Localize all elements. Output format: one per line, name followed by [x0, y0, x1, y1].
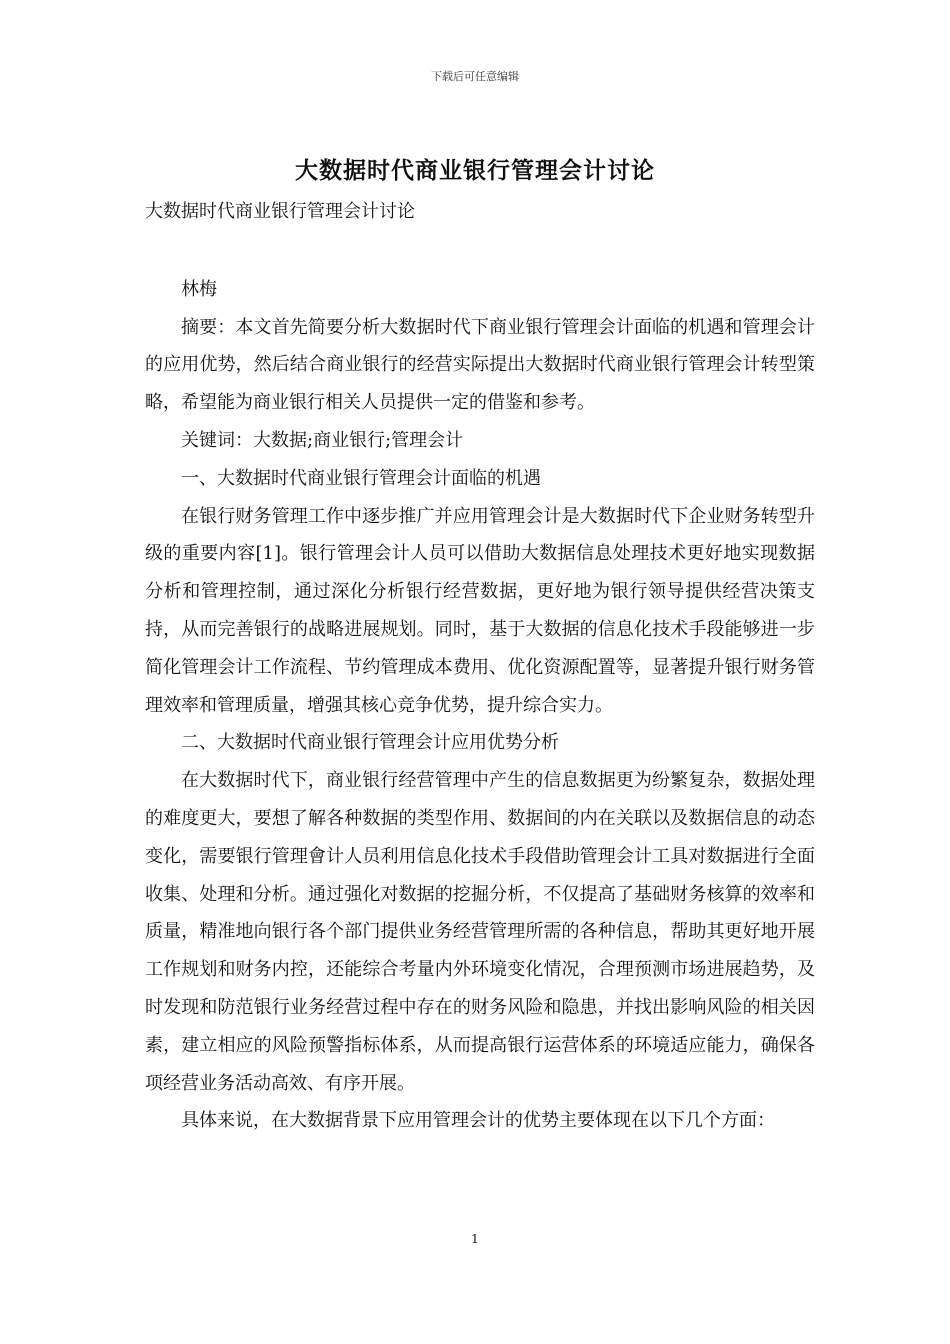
section-1-paragraph: 在银行财务管理工作中逐步推广并应用管理会计是大数据时代下企业财务转型升级的重要内容[1]。银行管理会计人员可以借助大数据信息处理技术更好地实现数据分析和管理控制，通过深化分析银行经营数据，更好地为银行领导提供经营决策支持，从而完善银行的战略进展规划。同时，基于大数据的信息化技术手段能够进一步简化管理会计工作流程、节约管理成本费用、优化资源配置等，显著提升银行财务管理效率和管理质量，增强其核心竞争优势，提升综合实力。: [145, 505, 815, 716]
page-number: 1: [471, 1232, 479, 1246]
section-heading-1: 一、大数据时代商业银行管理会计面临的机遇: [181, 467, 541, 489]
keywords-line: 关键词：大数据;商业银行;管理会计: [181, 429, 464, 451]
section-heading-2: 二、大数据时代商业银行管理会计应用优势分析: [181, 732, 559, 754]
abstract-paragraph: 摘要：本文首先简要分析大数据时代下商业银行管理会计面临的机遇和管理会计的应用优势，然后结合商业银行的经营实际提出大数据时代商业银行管理会计转型策略，希望能为商业银行相关人员提供一定的借鉴和参考。: [145, 316, 815, 414]
closing-paragraph: 具体来说，在大数据背景下应用管理会计的优势主要体现在以下几个方面：: [181, 1110, 775, 1132]
header-note: 下载后可任意编辑: [431, 70, 519, 83]
document-body: [145, 193, 815, 1140]
author-line: 林梅: [181, 278, 217, 300]
document-title: 大数据时代商业银行管理会计讨论: [295, 157, 655, 184]
section-2-paragraph: 在大数据时代下，商业银行经营管理中产生的信息数据更为纷繁复杂，数据处理的难度更大，要想了解各种数据的类型作用、数据间的内在关联以及数据信息的动态变化，需要银行管理會计人员利用信息化技术手段借助管理会计工具对数据进行全面收集、处理和分析。通过强化对数据的挖掘分析，不仅提高了基础财务核算的效率和质量，精准地向银行各个部门提供业务经营管理所需的各种信息，帮助其更好地开展工作规划和财务内控，还能综合考量内外环境变化情况，合理预测市场进展趋势，及时发现和防范银行业务经营过程中存在的财务风险和隐患，并找出影响风险的相关因素，建立相应的风险预警指标体系，从而提高银行运营体系的环境适应能力，确保各项经营业务活动高效、有序开展。: [145, 770, 815, 1094]
document-subtitle: 大数据时代商业银行管理会计讨论: [145, 201, 415, 222]
